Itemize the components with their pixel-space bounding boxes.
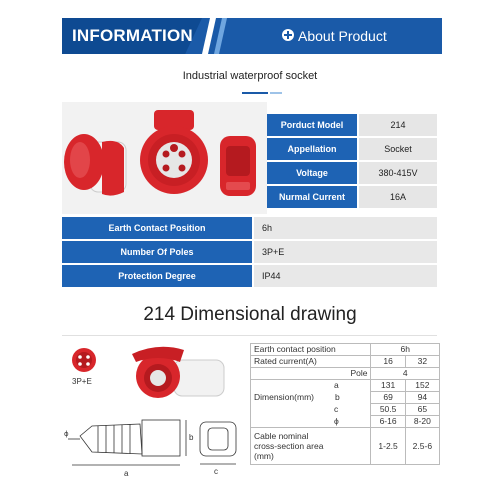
spec-row-current bbox=[267, 186, 437, 208]
title-underline-light bbox=[270, 92, 282, 94]
socket-illustration bbox=[62, 102, 267, 214]
socket-side-view bbox=[64, 134, 126, 196]
spec-label: Nurmal Current bbox=[267, 186, 357, 208]
table-cell: Rated current(A) bbox=[251, 356, 371, 368]
spec-label: Porduct Model bbox=[267, 114, 357, 136]
table-row bbox=[251, 428, 440, 465]
socket-small-photo bbox=[132, 347, 224, 398]
table-cell: 6-16 bbox=[371, 416, 405, 428]
dim-key: ϕ bbox=[334, 415, 339, 426]
cable-label-line: (mm) bbox=[254, 451, 274, 461]
wide-label: Number Of Poles bbox=[62, 241, 252, 263]
wide-row-protection bbox=[62, 265, 437, 287]
spec-value: Socket bbox=[359, 138, 437, 160]
table-row bbox=[251, 416, 440, 428]
wide-label: Earth Contact Position bbox=[62, 217, 252, 239]
socket-front-view bbox=[140, 110, 208, 194]
dim-key: c bbox=[334, 404, 339, 414]
table-cell: 50.5 bbox=[371, 404, 405, 416]
dimension-label: Dimension(mm) bbox=[254, 392, 314, 402]
table-cell bbox=[251, 380, 371, 392]
dim-label-c: c bbox=[214, 467, 218, 476]
header-banner bbox=[62, 18, 442, 54]
table-cell: 65 bbox=[405, 404, 439, 416]
table-cell: Pole bbox=[251, 368, 371, 380]
table-cell bbox=[251, 404, 371, 416]
dim-key: a bbox=[334, 380, 339, 391]
table-row bbox=[251, 392, 440, 404]
banner-title: INFORMATION bbox=[72, 26, 193, 45]
wide-row-earth bbox=[62, 217, 437, 239]
wide-value: 6h bbox=[254, 217, 437, 239]
table-cell bbox=[251, 392, 371, 404]
wide-value: 3P+E bbox=[254, 241, 437, 263]
wide-spec-table bbox=[62, 217, 437, 289]
socket-cover-view bbox=[220, 136, 256, 196]
table-cell: 131 bbox=[371, 380, 405, 392]
spec-value: 16A bbox=[359, 186, 437, 208]
dim-label-phi: ϕ bbox=[64, 430, 69, 438]
table-cell bbox=[251, 416, 371, 428]
table-cell: 16 bbox=[371, 356, 405, 368]
table-cell bbox=[251, 428, 371, 465]
table-row bbox=[251, 404, 440, 416]
spec-row-appellation bbox=[267, 138, 437, 160]
table-cell: 8-20 bbox=[405, 416, 439, 428]
wide-label: Protection Degree bbox=[62, 265, 252, 287]
wide-value: IP44 bbox=[254, 265, 437, 287]
spec-value: 214 bbox=[359, 114, 437, 136]
product-photo bbox=[62, 102, 267, 214]
section-divider bbox=[62, 335, 437, 336]
dim-label-b: b bbox=[189, 433, 194, 442]
product-title: Industrial waterproof socket bbox=[182, 70, 318, 82]
drawing-svg bbox=[62, 340, 248, 480]
spec-label: Voltage bbox=[267, 162, 357, 184]
table-cell: 6h bbox=[371, 344, 440, 356]
wide-row-poles bbox=[62, 241, 437, 263]
spec-value: 380-415V bbox=[359, 162, 437, 184]
cable-label-line: cross-section area bbox=[254, 441, 324, 451]
table-row bbox=[251, 344, 440, 356]
dimension-table bbox=[250, 343, 440, 465]
dimensional-drawing bbox=[62, 340, 248, 480]
table-cell: 1-2.5 bbox=[371, 428, 405, 465]
outline-drawing bbox=[68, 420, 236, 465]
table-cell: 4 bbox=[371, 368, 440, 380]
spec-table bbox=[267, 114, 437, 210]
pin-diagram bbox=[72, 348, 96, 372]
table-row bbox=[251, 380, 440, 392]
dimensional-drawing-title: 214 Dimensional drawing bbox=[143, 304, 357, 325]
table-cell: 69 bbox=[371, 392, 405, 404]
table-cell: 152 bbox=[405, 380, 439, 392]
dim-key: b bbox=[334, 392, 340, 402]
table-cell: 94 bbox=[405, 392, 439, 404]
table-row bbox=[251, 368, 440, 380]
cable-label-line: Cable nominal bbox=[254, 431, 309, 441]
table-cell: 2.5-6 bbox=[405, 428, 439, 465]
table-row bbox=[251, 356, 440, 368]
table-cell: Earth contact position bbox=[251, 344, 371, 356]
spec-label: Appellation bbox=[267, 138, 357, 160]
spec-row-voltage bbox=[267, 162, 437, 184]
pin-label: 3P+E bbox=[72, 377, 92, 386]
dim-label-a: a bbox=[124, 469, 129, 478]
banner-subtitle: About Product bbox=[298, 28, 387, 44]
spec-row-model bbox=[267, 114, 437, 136]
title-underline bbox=[242, 92, 268, 94]
table-cell: 32 bbox=[405, 356, 439, 368]
banner-stripes bbox=[192, 18, 272, 54]
